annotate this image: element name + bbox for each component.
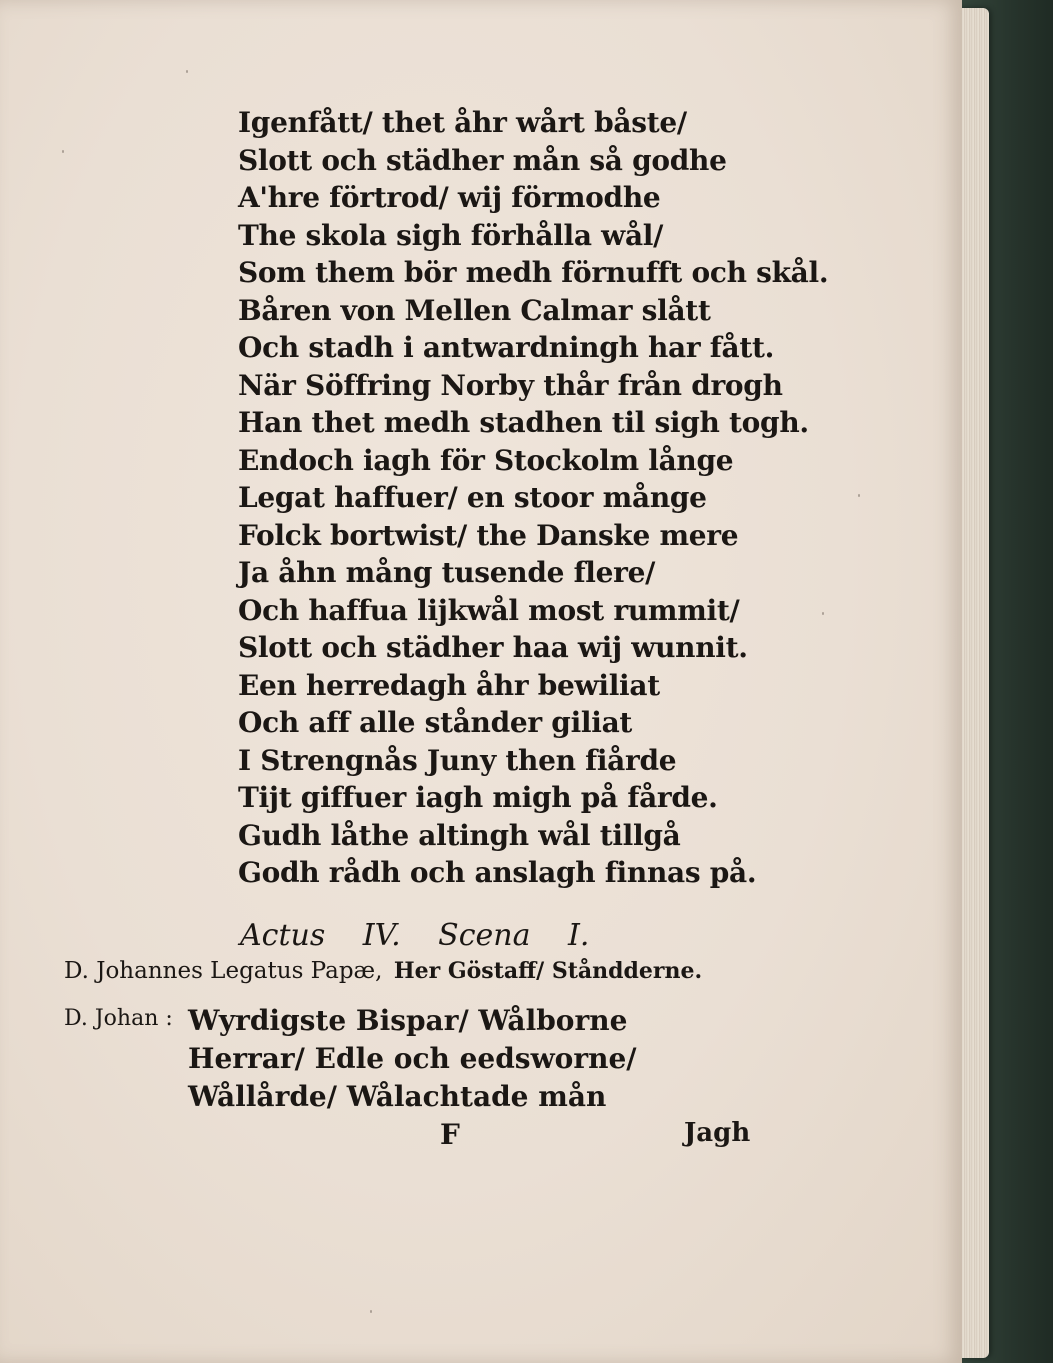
verse-line: Godh rådh och anslagh finnas på. (238, 856, 757, 889)
act-scene-heading (240, 918, 617, 953)
speech-lines (188, 1002, 637, 1116)
speech-line: Herrar/ Edle och eedsworne/ (188, 1042, 637, 1075)
paper-speck (370, 1310, 372, 1313)
verse-block (238, 104, 829, 892)
verse-line: The skola sigh förhålla wål/ (238, 218, 664, 252)
verse-line: Som them bör medh förnufft och skål. (238, 256, 829, 289)
signature-mark: F (440, 1118, 460, 1151)
verse-line: Ja åhn mång tusende flere/ (238, 556, 656, 589)
speaker-name: D. Johan : (64, 1006, 173, 1031)
verse-line: A'hre förtrod/ wij förmodhe (238, 181, 661, 214)
verse-line: Gudh låthe altingh wål tillgå (238, 818, 681, 852)
scene-label: Scena (438, 918, 531, 953)
verse-line: Och stadh i antwardningh har fått. (238, 331, 775, 364)
speech-line: Wyrdigste Bispar/ Wålborne (188, 1004, 628, 1037)
paper-speck (62, 150, 64, 153)
paper-speck (186, 70, 188, 73)
verse-line: Een herredagh åhr bewiliat (238, 668, 660, 702)
cast-roman: D. Johannes Legatus Papæ, (64, 958, 383, 984)
verse-line: Slott och städher haa wij wunnit. (238, 631, 748, 664)
verse-line: Han thet medh stadhen til sigh togh. (238, 406, 809, 439)
scene-number: I. (568, 918, 590, 953)
verse-line: Och haffua lijkwål most rummit/ (238, 593, 740, 627)
act-number: IV. (362, 918, 401, 953)
verse-line: När Söffring Norby thår från drogh (238, 368, 783, 402)
paper-speck (822, 612, 824, 615)
verse-line: Folck bortwist/ the Danske mere (238, 518, 739, 552)
cast-fraktur: Her Göstaff/ Ståndderne. (393, 958, 703, 984)
act-label: Actus (240, 918, 326, 953)
paper-speck (858, 494, 860, 497)
verse-line: Tijt giffuer iagh migh på fårde. (238, 781, 718, 814)
verse-line: I Strengnås Juny then fiårde (238, 743, 677, 777)
verse-line: Och aff alle stånder giliat (238, 706, 633, 739)
verse-line: Slott och städher mån så godhe (238, 143, 727, 177)
catchword: Jagh (684, 1118, 751, 1148)
cast-line (64, 958, 702, 984)
verse-line: Båren von Mellen Calmar slått (238, 293, 711, 327)
verse-line: Igenfått/ thet åhr wårt båste/ (238, 106, 687, 139)
speech-line: Wållårde/ Wålachtade mån (188, 1080, 607, 1113)
verse-line: Legat haffuer/ en stoor månge (238, 481, 707, 514)
verse-line: Endoch iagh för Stockolm långe (238, 443, 734, 477)
